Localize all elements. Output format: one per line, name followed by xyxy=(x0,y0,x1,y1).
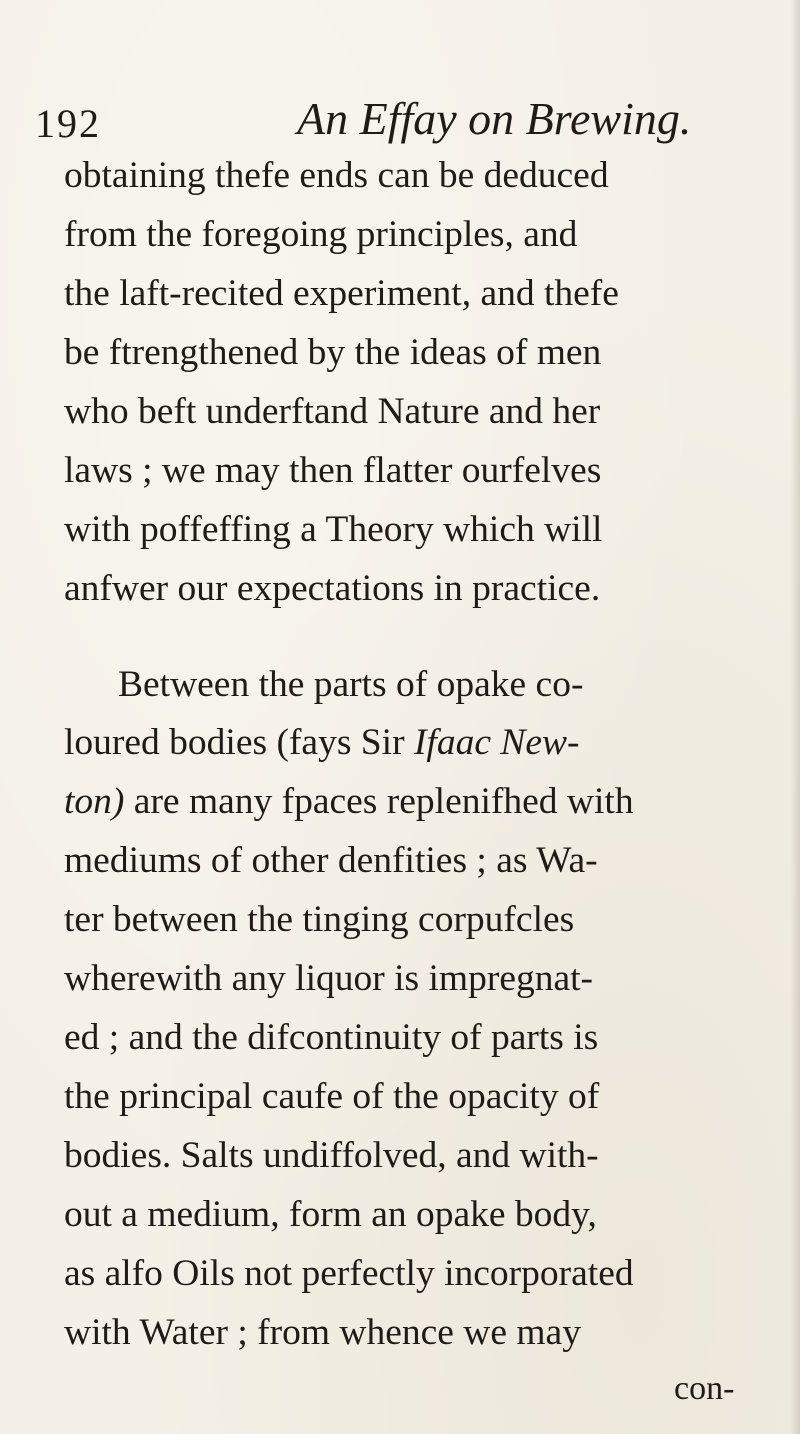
text-line xyxy=(64,1196,597,1234)
text-line xyxy=(64,1314,581,1352)
text-line: with poffeffing a Theory which will xyxy=(64,509,603,550)
text-line xyxy=(64,1019,598,1057)
text-line xyxy=(118,666,583,704)
text-line: the laft-recited experiment, and thefe xyxy=(64,273,619,314)
text-segment: loured bodies (fays Sir xyxy=(64,722,414,763)
page-edge-shadow xyxy=(790,0,800,1434)
text-line xyxy=(64,1255,634,1293)
page-number: 192 xyxy=(35,101,101,146)
italic-name: ton) xyxy=(64,781,125,822)
text-segment: with Water ; from whence we may xyxy=(64,1312,581,1353)
text-segment: Between the parts of opake co- xyxy=(118,664,584,705)
text-line xyxy=(64,842,598,880)
text-line: from the foregoing principles, and xyxy=(64,214,578,255)
text-segment: as alfo Oils not perfectly incorporated xyxy=(64,1253,634,1294)
text-segment: wherewith any liquor is impregnat- xyxy=(64,958,594,999)
catchword: con- xyxy=(674,1370,735,1407)
text-line xyxy=(64,724,580,762)
text-segment: ed ; and the difcontinuity of parts is xyxy=(64,1017,599,1058)
text-line xyxy=(64,1137,599,1175)
text-segment: are many fpaces replenifhed with xyxy=(124,781,634,822)
italic-name: Ifaac New- xyxy=(413,722,580,763)
text-line: be ftrengthened by the ideas of men xyxy=(64,332,602,373)
text-line: who beft underftand Nature and her xyxy=(64,391,601,432)
running-title: An Effay on Brewing. xyxy=(297,93,692,144)
text-line xyxy=(64,901,574,939)
text-segment: the principal caufe of the opacity of xyxy=(64,1076,600,1117)
text-line: anfwer our expectations in practice. xyxy=(64,568,601,609)
text-line xyxy=(64,960,593,998)
text-line xyxy=(64,1078,599,1116)
text-line: obtaining thefe ends can be deduced xyxy=(64,155,609,196)
text-segment: ter between the tinging corpufcles xyxy=(64,899,575,940)
text-line: laws ; we may then flatter ourfelves xyxy=(64,450,602,491)
text-segment: out a medium, form an opake body, xyxy=(64,1194,597,1235)
text-segment: bodies. Salts undiffolved, and with- xyxy=(64,1135,599,1176)
text-segment: mediums of other denfities ; as Wa- xyxy=(64,840,598,881)
text-line xyxy=(64,783,634,821)
running-head xyxy=(35,92,775,152)
